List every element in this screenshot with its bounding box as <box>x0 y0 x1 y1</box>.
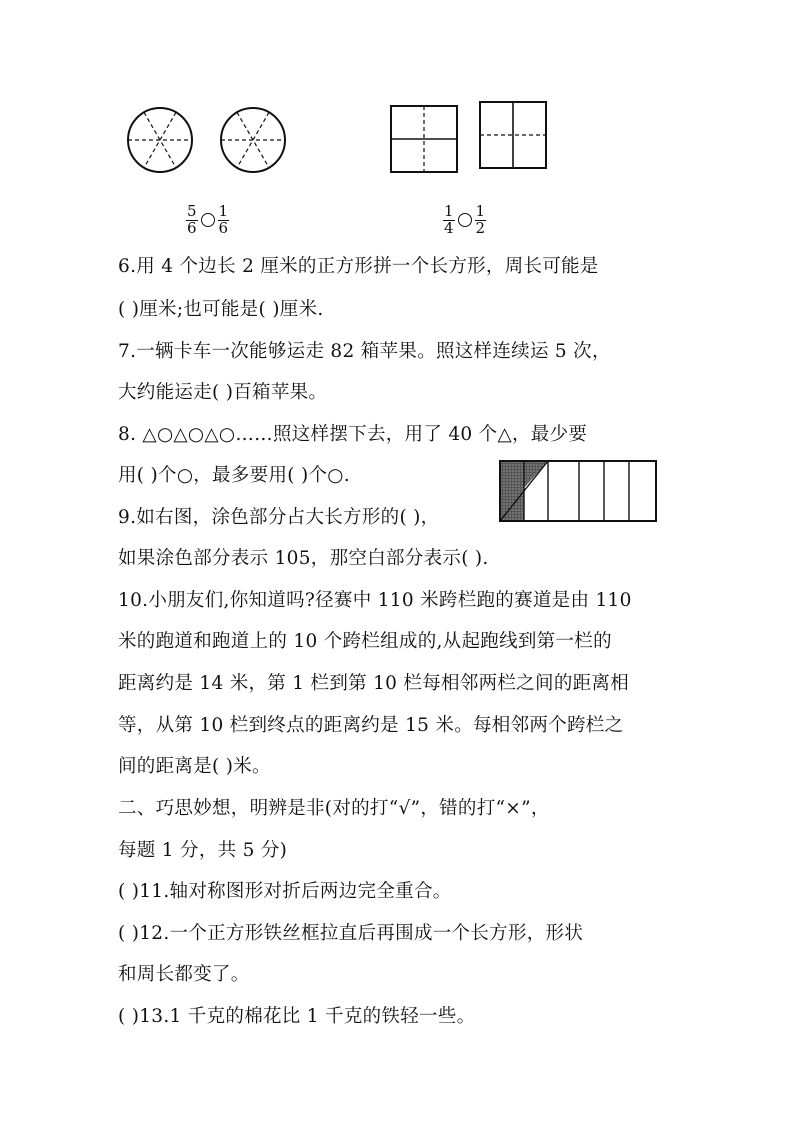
q7-line-1: 7.一辆卡车一次能够运走 82 箱苹果。照这样连续运 5 次， <box>118 341 611 362</box>
q12-line-2: 和周长都变了。 <box>118 964 250 985</box>
denominator: 6 <box>218 218 229 237</box>
q11-line: ( )11.轴对称图形对折后两边完全重合。 <box>118 881 452 902</box>
shaded-rectangle-figure <box>497 458 659 524</box>
circles-figure <box>120 100 300 180</box>
compare-circle-blank[interactable] <box>201 213 215 227</box>
numerator: 1 <box>444 202 454 220</box>
q6-line-2: ( )厘米;也可能是( )厘米. <box>118 299 324 320</box>
denominator: 2 <box>475 218 486 237</box>
square-right <box>480 102 546 168</box>
q10-line-4: 等，从第 10 栏到终点的距离约是 15 米。每相邻两个跨栏之 <box>118 715 624 736</box>
q10-line-5: 间的距离是( )米。 <box>118 756 271 777</box>
fraction <box>186 204 198 237</box>
denominator: 6 <box>187 218 197 237</box>
fraction <box>218 204 230 237</box>
square-left <box>391 106 457 172</box>
numerator: 1 <box>218 202 229 220</box>
denominator: 4 <box>444 218 454 237</box>
q9-line-2: 如果涂色部分表示 105，那空白部分表示( ). <box>118 548 489 569</box>
section-two-heading: 二、巧思妙想，明辨是非(对的打“√”，错的打“×”， <box>118 798 550 819</box>
q10-line-3: 距离约是 14 米，第 1 栏到第 10 栏每相邻两栏之间的距离相 <box>118 673 630 694</box>
q6-line-1: 6.用 4 个边长 2 厘米的正方形拼一个长方形，周长可能是 <box>118 256 599 277</box>
compare-circle-blank[interactable] <box>458 213 472 227</box>
fraction-compare-right <box>443 204 486 237</box>
squares-figure <box>385 98 555 180</box>
circle-left <box>128 108 192 172</box>
q8-line-1: 8. △○△○△○……照这样摆下去，用了 40 个△，最少要 <box>118 424 588 445</box>
q7-line-2: 大约能运走( )百箱苹果。 <box>118 382 328 403</box>
fraction <box>443 204 455 237</box>
q8-line-2: 用( )个○，最多要用( )个○. <box>118 465 350 486</box>
q12-line-1: ( )12.一个正方形铁丝框拉直后再围成一个长方形，形状 <box>118 923 584 944</box>
circle-right <box>221 108 285 172</box>
q9-line-1: 9.如右图，涂色部分占大长方形的( )， <box>118 507 440 528</box>
section-two-heading-cont: 每题 1 分，共 5 分) <box>118 840 288 861</box>
fraction-compare-left <box>186 204 229 237</box>
q10-line-2: 米的跑道和跑道上的 10 个跨栏组成的,从起跑线到第一栏的 <box>118 631 612 652</box>
q10-line-1: 10.小朋友们,你知道吗?径赛中 110 米跨栏跑的赛道是由 110 <box>118 590 632 611</box>
numerator: 5 <box>187 202 197 220</box>
q13-line: ( )13.1 千克的棉花比 1 千克的铁轻一些。 <box>118 1006 476 1027</box>
fraction <box>475 204 487 237</box>
numerator: 1 <box>475 202 486 220</box>
